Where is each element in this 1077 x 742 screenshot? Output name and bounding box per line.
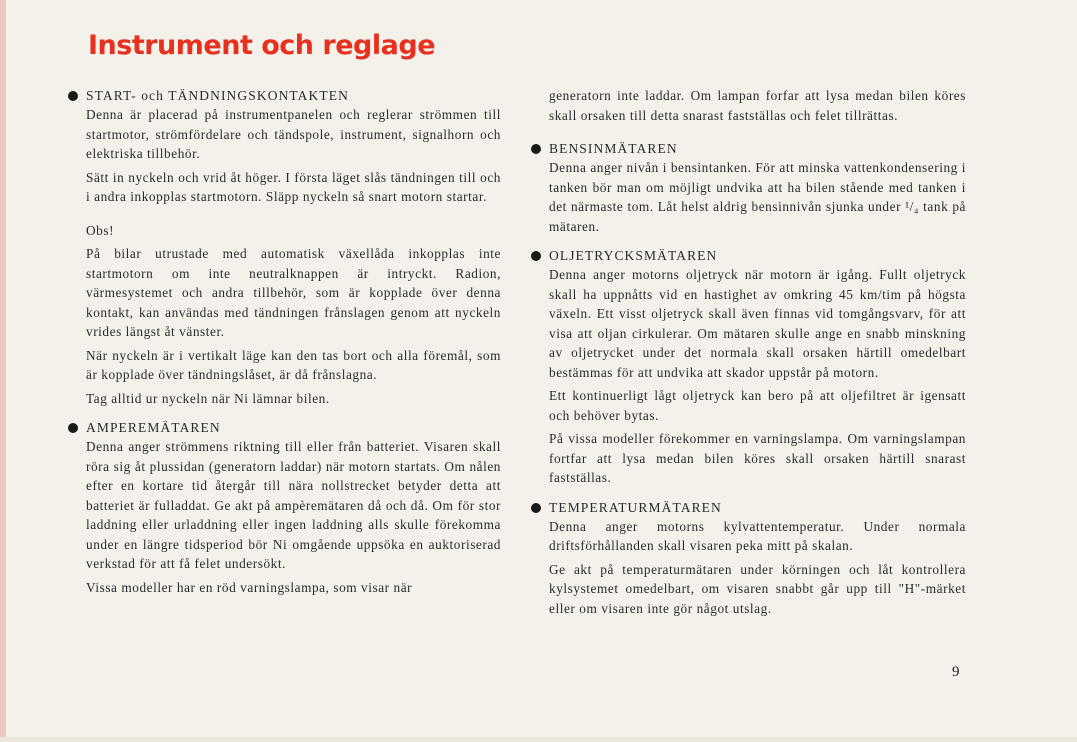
- paragraph-continuation: generatorn inte laddar. Om lampan forfar att lysa medan bilen köres skall orsaken till detta snarast fastställas och felet tillrättas.: [549, 88, 966, 123]
- paragraph: Ett kontinuerligt lågt oljetryck kan bero på att oljefiltret är igensatt och behöver bytas.: [549, 388, 966, 423]
- paragraph: Ge akt på temperaturmätaren under körningen och låt kontrollera kylsystemet omedelbart, om visaren snabbt går upp till "H"-märket eller om visaren inte gör något utslag.: [549, 561, 966, 616]
- obs-label: Obs!: [86, 222, 115, 238]
- bullet-icon: [68, 91, 78, 101]
- section-oil: [531, 246, 966, 488]
- section-heading: [531, 498, 966, 517]
- section-heading: [531, 246, 966, 265]
- section-heading-text: TEMPERATURMÄTAREN: [549, 499, 722, 515]
- bullet-icon: [531, 144, 541, 154]
- bullet-icon: [531, 251, 541, 261]
- section-ampere: [68, 418, 501, 597]
- paragraph: På vissa modeller förekommer en varningslampa. Om varningslampan fortfar att lysa medan bilen köres skall orsaken härtill snarast fastställas.: [549, 431, 966, 485]
- section-start: [68, 86, 501, 408]
- page-number: 9: [952, 664, 960, 680]
- paragraph: Denna anger nivån i bensintanken. För att minska vattenkondensering i tanken bör man om möjligt undvika att ha bilen stående med tanken i det närmaste tom. Låt helst aldrig bensinnivån sjunka under ¹/₄ tank på mätaren.: [549, 160, 966, 234]
- bullet-icon: [531, 503, 541, 513]
- left-column: [68, 86, 501, 607]
- section-heading: [531, 139, 966, 158]
- section-heading-text: AMPEREMÄTAREN: [86, 420, 221, 435]
- section-heading-text: START- och TÄNDNINGSKONTAKTEN: [86, 88, 349, 103]
- section-heading: [68, 86, 501, 105]
- paragraph: Denna anger motorns oljetryck när motorn är igång. Fullt oljetryck skall ha uppnåtts vid en hastighet av omkring 45 km/tim på högsta växeln. Ett visst oljetryck skall även finnas vid tomgångsvarv, för att visa att oljan cirkulerar. Om mätaren skulle ange en snabb minskning av oljetrycket under det normala skall orsaken härtill omedelbart bestämmas för att undvika att skador uppstår på motorn.: [549, 267, 966, 380]
- section-heading-text: BENSINMÄTAREN: [549, 141, 678, 156]
- section-heading: [68, 418, 501, 437]
- page-edge-bottom: [0, 737, 1077, 742]
- paragraph: Denna är placerad på instrumentpanelen och reglerar strömmen till startmotor, strömfördelare och tändspole, instrument, signalhorn och elektriska tillbehör.: [86, 107, 501, 161]
- section-temp: [531, 498, 966, 619]
- paragraph: Denna anger motorns kylvattentemperatur. Under normala driftsförhållanden skall visaren peka mitt på skalan.: [549, 518, 966, 553]
- right-column: [531, 86, 966, 628]
- section-fuel: [531, 139, 966, 236]
- paragraph: Tag alltid ur nyckeln när Ni lämnar bilen.: [86, 390, 330, 406]
- page-title: Instrument och reglage: [88, 30, 436, 61]
- paragraph: Denna anger strömmens riktning till eller från batteriet. Visaren skall röra sig åt plussidan (generatorn laddar) när motorn startats. Om nålen efter en kortare tid återgår till nära nollstrecket betyder detta att batteriet är fulladdat. Ge akt på ampèremätaren då och då. Om för stor laddning eller urladdning eller ingen laddning alls skulle förekomma under en längre tidsperiod bör Ni omgående uppsöka en auktoriserad verkstad för att få felet undersökt.: [86, 439, 501, 571]
- paragraph: Sätt in nyckeln och vrid åt höger. I första läget slås tändningen till och i andra inkopplas startmotorn. Släpp nyckeln så snart motorn startar.: [86, 169, 501, 204]
- paragraph: När nyckeln är i vertikalt läge kan den tas bort och alla föremål, som är kopplade över tändningslåset, är då frånslagna.: [86, 347, 501, 382]
- paragraph: På bilar utrustade med automatisk växellåda inkopplas inte startmotorn om inte neutralknappen är intryckt. Radion, värmesystemet och andra tillbehör, som är kopplade över denna kontakt, kan användas med tändningen frånslagen genom att nyckeln vrides längst åt vänster.: [86, 246, 501, 339]
- bullet-icon: [68, 423, 78, 433]
- section-heading-text: OLJETRYCKSMÄTAREN: [549, 248, 718, 263]
- paragraph: Vissa modeller har en röd varningslampa, som visar när: [86, 579, 413, 595]
- page-edge: [0, 0, 6, 742]
